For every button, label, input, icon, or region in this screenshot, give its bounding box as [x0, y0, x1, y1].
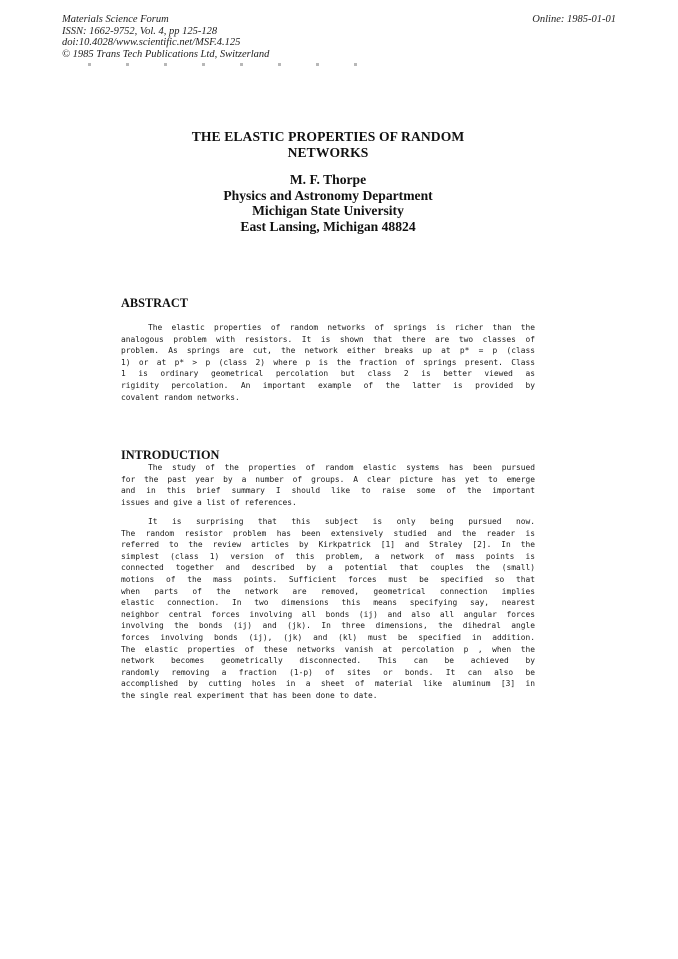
- text-line: forces involving bonds (ij), (jk) and (kl) must be specified in addition.: [121, 632, 535, 642]
- journal-doi: doi:10.4028/www.scientific.net/MSF.4.125: [62, 37, 241, 49]
- text-line: the single real experiment that has been done to date.: [121, 690, 378, 700]
- text-line: involving the bonds (ij) and (jk). In three dimensions, the dihedral angle: [121, 621, 535, 631]
- text-line: The elastic properties of random networks of springs is richer than the: [148, 323, 535, 332]
- author-block: [150, 172, 506, 234]
- text-line: referred to the review articles by Kirkpatrick [1] and Straley [2]. In the: [121, 540, 535, 550]
- text-line: and in this brief summary I should like to raise some of the important: [121, 486, 535, 496]
- affiliation-line: Michigan State University: [252, 203, 404, 219]
- text-line: 1) or at p* > p (class 2) where p is the fraction of springs present. Class: [121, 357, 535, 367]
- abstract-text: [121, 322, 535, 403]
- text-line: for the past year by a number of groups. A clear picture has yet to emerge: [121, 474, 535, 484]
- text-line: covalent random networks.: [121, 392, 240, 402]
- introduction-paragraph-1: [121, 462, 535, 508]
- text-line: The study of the properties of random elastic systems has been pursued: [148, 463, 535, 472]
- affiliation-line: East Lansing, Michigan 48824: [240, 218, 416, 234]
- author-name: M. F. Thorpe: [289, 172, 367, 187]
- text-line: elastic connection. In two dimensions this means specifying say, nearest: [121, 598, 535, 608]
- text-line: randomly removing a fraction (1-p) of sites or bonds. It can also be: [121, 667, 535, 677]
- text-line: issues and give a list of references.: [121, 497, 297, 507]
- text-line: neighbor central forces involving all bonds (ij) and also all angular forces: [121, 609, 535, 619]
- text-line: The elastic properties of these networks vanish at percolation p , when the: [121, 644, 535, 654]
- introduction-heading: INTRODUCTION: [121, 448, 220, 462]
- text-line: simplest (class 1) version of this problem, a network of mass points is: [121, 551, 535, 561]
- journal-copyright: © 1985 Trans Tech Publications Ltd, Switzerland: [62, 48, 270, 60]
- text-line: network becomes geometrically disconnected. This can be achieved by: [121, 656, 535, 666]
- journal-citation: [62, 14, 269, 60]
- affiliation-line: Physics and Astronomy Department: [223, 187, 433, 203]
- text-line: connected together and described by a potential that couples the (small): [121, 563, 535, 573]
- online-date: Online: 1985-01-01: [532, 14, 616, 25]
- text-line: The random resistor problem has been extensively studied and the reader is: [121, 528, 535, 538]
- text-line: problem. As springs are cut, the network either breaks up at p* = p (class: [121, 346, 535, 356]
- introduction-paragraph-2: [121, 516, 535, 702]
- text-line: 1 is ordinary geometrical percolation but class 2 is better viewed as: [121, 369, 535, 379]
- journal-name: Materials Science Forum: [62, 14, 169, 25]
- scan-artifact: [88, 63, 368, 66]
- paper-title: [150, 129, 506, 160]
- text-line: rigidity percolation. An important example of the latter is provided by: [121, 380, 535, 390]
- title-line: NETWORKS: [287, 144, 369, 160]
- text-line: accomplished by cutting holes in a sheet of material like aluminum [3] in: [121, 679, 535, 689]
- title-line: THE ELASTIC PROPERTIES OF RANDOM: [191, 129, 465, 144]
- text-line: when parts of the network are removed, geometrical connection implies: [121, 586, 535, 596]
- text-line: It is surprising that this subject is only being pursued now.: [148, 517, 535, 526]
- text-line: motions of the mass points. Sufficient forces must be specified so that: [121, 574, 535, 584]
- text-line: analogous problem with resistors. It is shown that there are two classes of: [121, 334, 535, 344]
- journal-issn: ISSN: 1662-9752, Vol. 4, pp 125-128: [62, 25, 218, 37]
- abstract-heading: ABSTRACT: [121, 296, 188, 310]
